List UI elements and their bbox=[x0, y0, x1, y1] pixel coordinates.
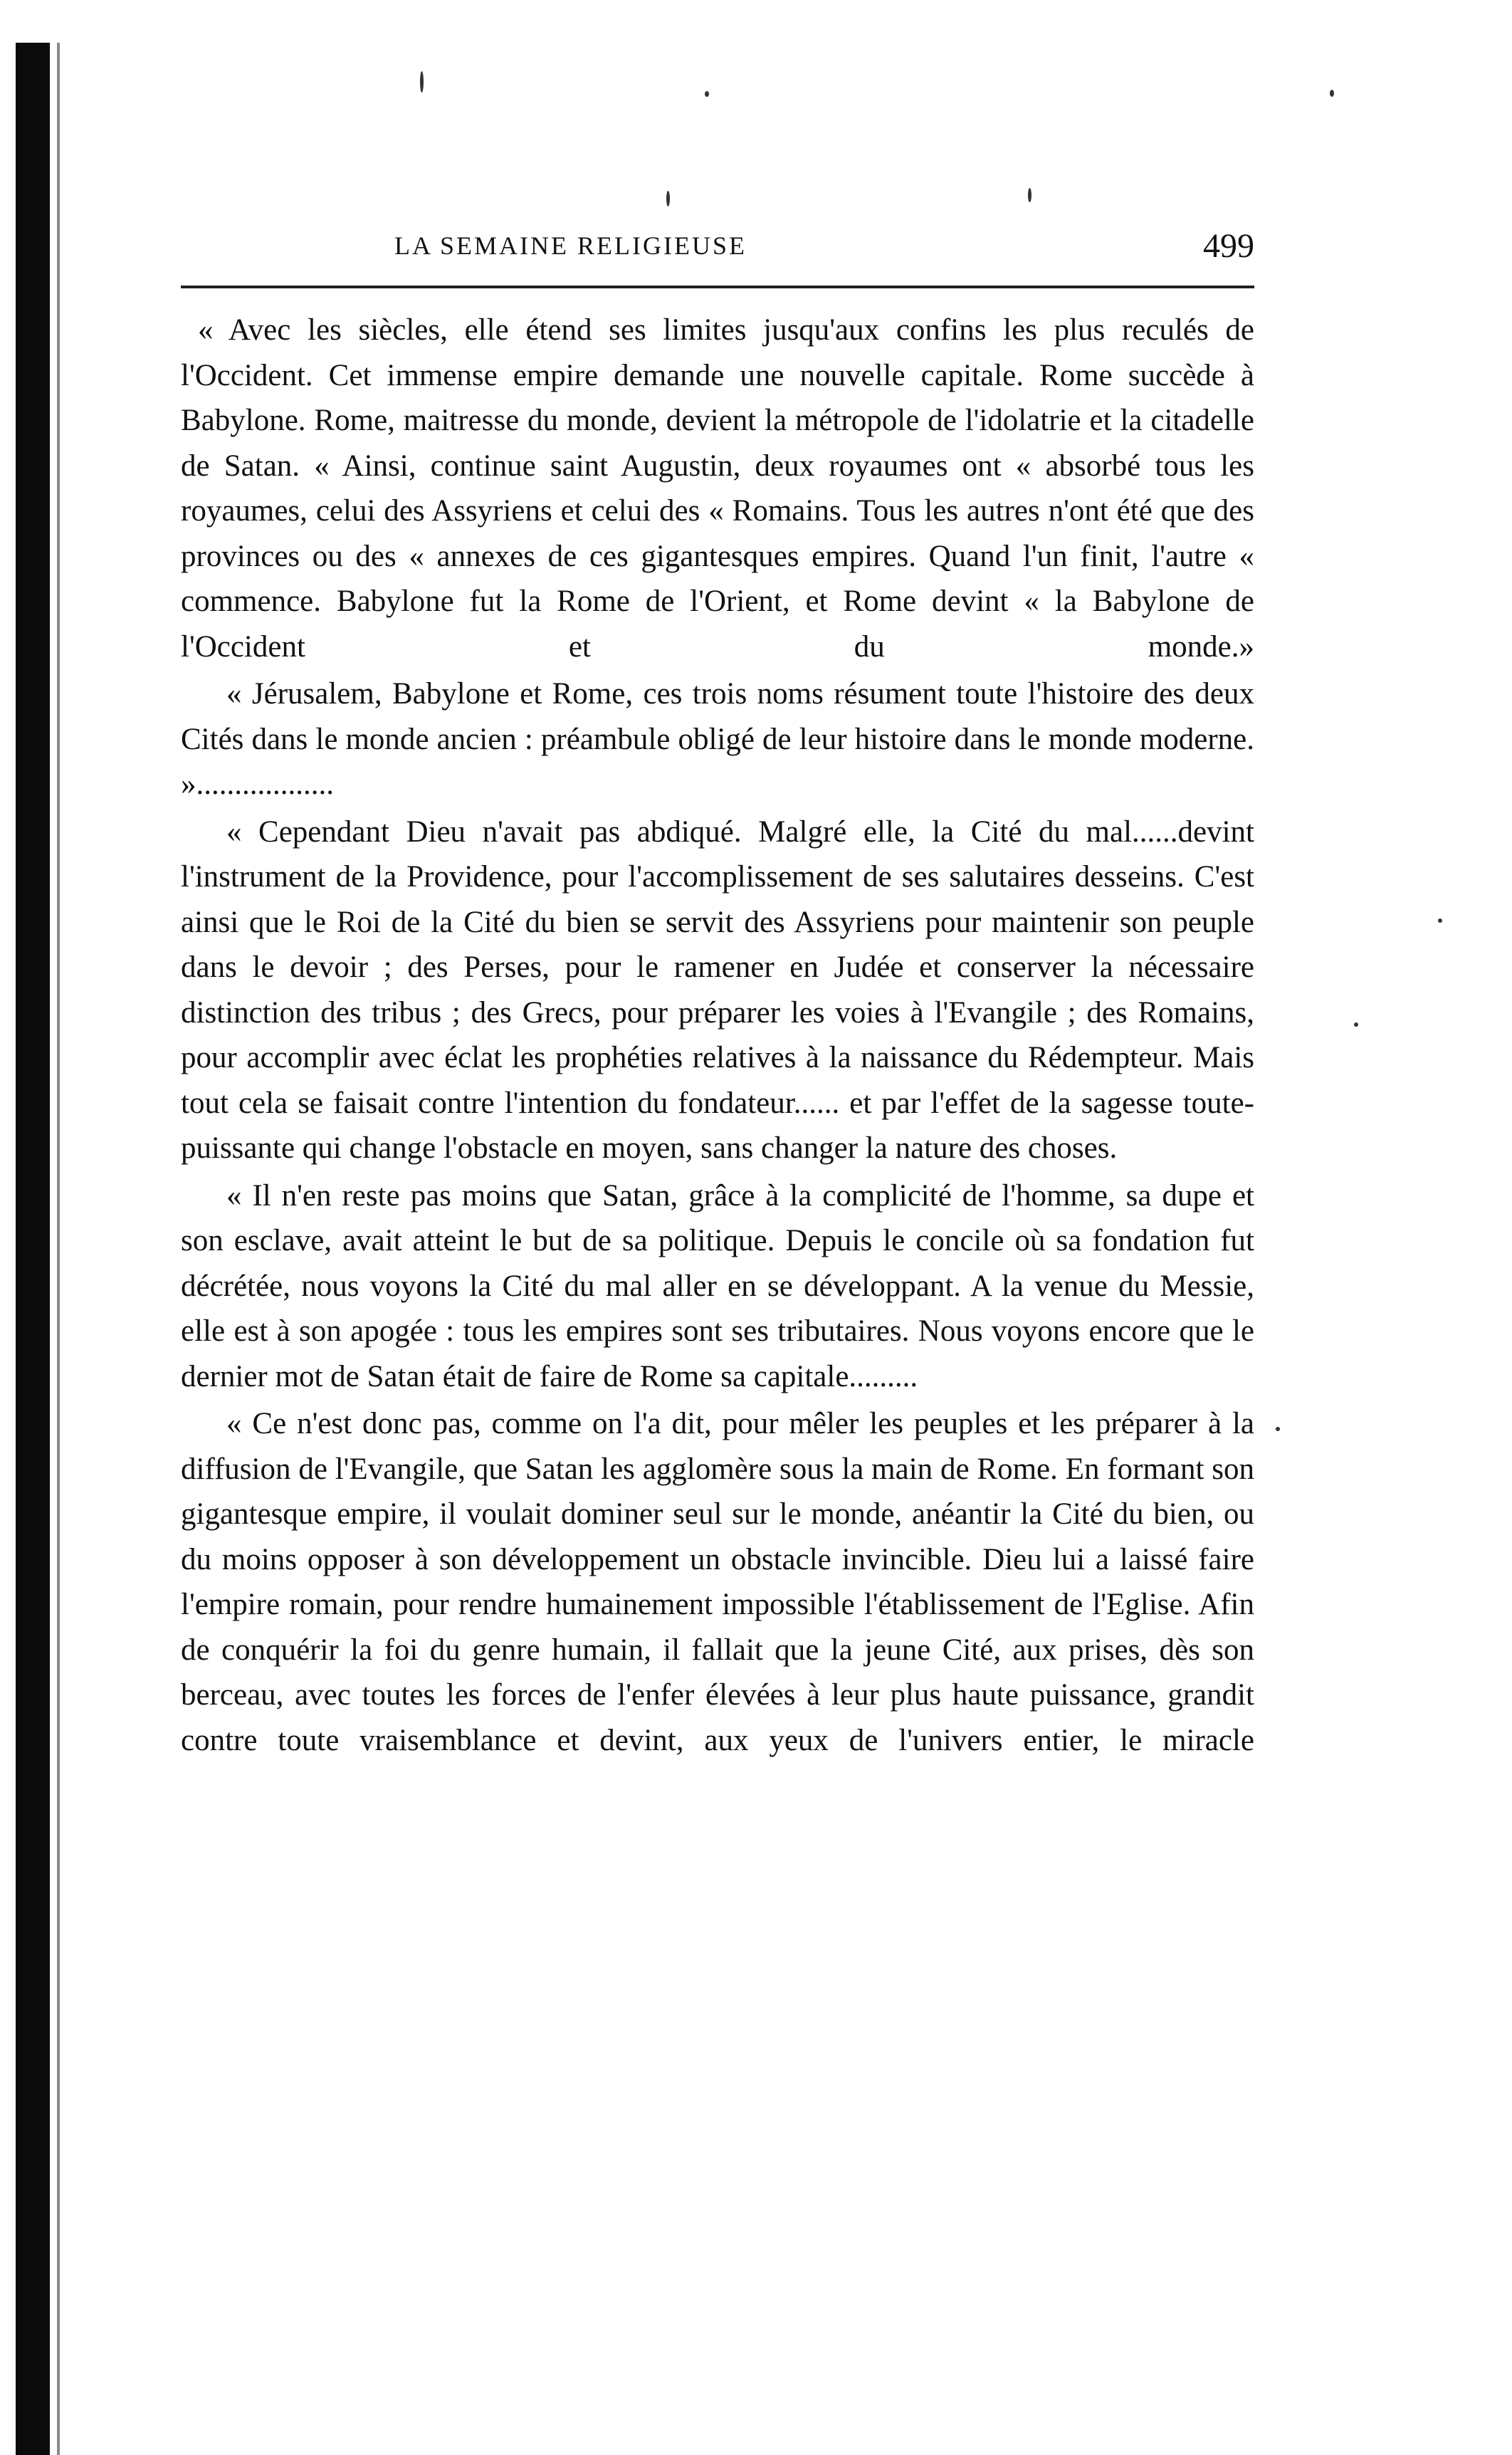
page-body bbox=[181, 308, 1254, 2216]
paragraph-satan-politics: « Il n'en reste pas moins que Satan, grâce à la complicité de l'homme, sa dupe et son esclave, avait atteint le but de sa politique. Depuis le concile où sa fondation fut décrétée, nous voyons la Cité du mal aller en se développant. A la venue du Messie, elle est à son apogée : tous les empires sont ses tributaires. Nous voyons encore que le dernier mot de Satan était de faire de Rome sa capitale......... bbox=[181, 1178, 1254, 1393]
scan-speck bbox=[1028, 188, 1031, 202]
scan-speck bbox=[666, 191, 670, 206]
scan-speck bbox=[1438, 918, 1442, 923]
page-header bbox=[181, 226, 1254, 272]
scan-binding-edge bbox=[16, 43, 50, 2455]
header-rule bbox=[181, 286, 1254, 288]
page-number: 499 bbox=[1203, 227, 1254, 265]
paragraph-providence: « Cependant Dieu n'avait pas abdiqué. Malgré elle, la Cité du mal......devint l'instrument de la Providence, pour l'accomplissement de ses salutaires desseins. C'est ainsi que le Roi de la Cité du bien se servit des Assyriens pour maintenir son peuple dans le devoir ; des Perses, pour le ramener en Judée et conserver la nécessaire distinction des tribus ; des Grecs, pour préparer les voies à l'Evangile ; des Romains, pour accomplir avec éclat les prophéties relatives à la naissance du Rédempteur. Mais tout cela se faisait contre l'intention du fondateur...... et par l'effet de la sagesse toute-puissante qui change l'obstacle en moyen, sans changer la nature des choses. bbox=[181, 815, 1254, 1165]
scan-binding-line bbox=[57, 43, 60, 2455]
running-title: LA SEMAINE RELIGIEUSE bbox=[394, 231, 747, 260]
scan-speck bbox=[420, 71, 424, 93]
scan-speck bbox=[1276, 1427, 1280, 1431]
paragraph-rome-succession: « Avec les siècles, elle étend ses limites jusqu'aux confins les plus reculés de l'Occident. Cet immense empire demande une nouvelle capitale. Rome succède à Babylone. Rome, maitresse du monde, devient la métropole de l'idolatrie et la citadelle de Satan. « Ainsi, continue saint Augustin, deux royaumes ont « absorbé tous les royaumes, celui des Assyriens et celui des « Romains. Tous les autres n'ont été que des provinces ou des « annexes de ces gigantesques empires. Quand l'un finit, l'autre « commence. Babylone fut la Rome de l'Orient, et Rome devint « la Babylone de l'Occident et du monde.» bbox=[181, 313, 1254, 664]
paragraph-three-cities: « Jérusalem, Babylone et Rome, ces trois noms résument toute l'histoire des deux Cités dans le monde ancien : préambule obligé de leur histoire dans le monde moderne. ».................. bbox=[181, 677, 1254, 801]
paragraph-roman-empire: « Ce n'est donc pas, comme on l'a dit, pour mêler les peuples et les préparer à la diffusion de l'Evangile, que Satan les agglomère sous la main de Rome. En formant son gigantesque empire, il voulait dominer seul sur le monde, anéantir la Cité du bien, ou du moins opposer à son développement un obstacle invincible. Dieu lui a laissé faire l'empire romain, pour rendre humainement impossible l'établissement de l'Eglise. Afin de conquérir la foi du genre humain, il fallait que la jeune Cité, aux prises, dès son berceau, avec toutes les forces de l'enfer élevées à leur plus haute puissance, grandit contre toute vraisemblance et devint, aux yeux de l'univers entier, le miracle bbox=[181, 1407, 1254, 1757]
scan-speck bbox=[1354, 1022, 1358, 1027]
scan-speck bbox=[1330, 90, 1334, 97]
scan-speck bbox=[705, 91, 709, 97]
